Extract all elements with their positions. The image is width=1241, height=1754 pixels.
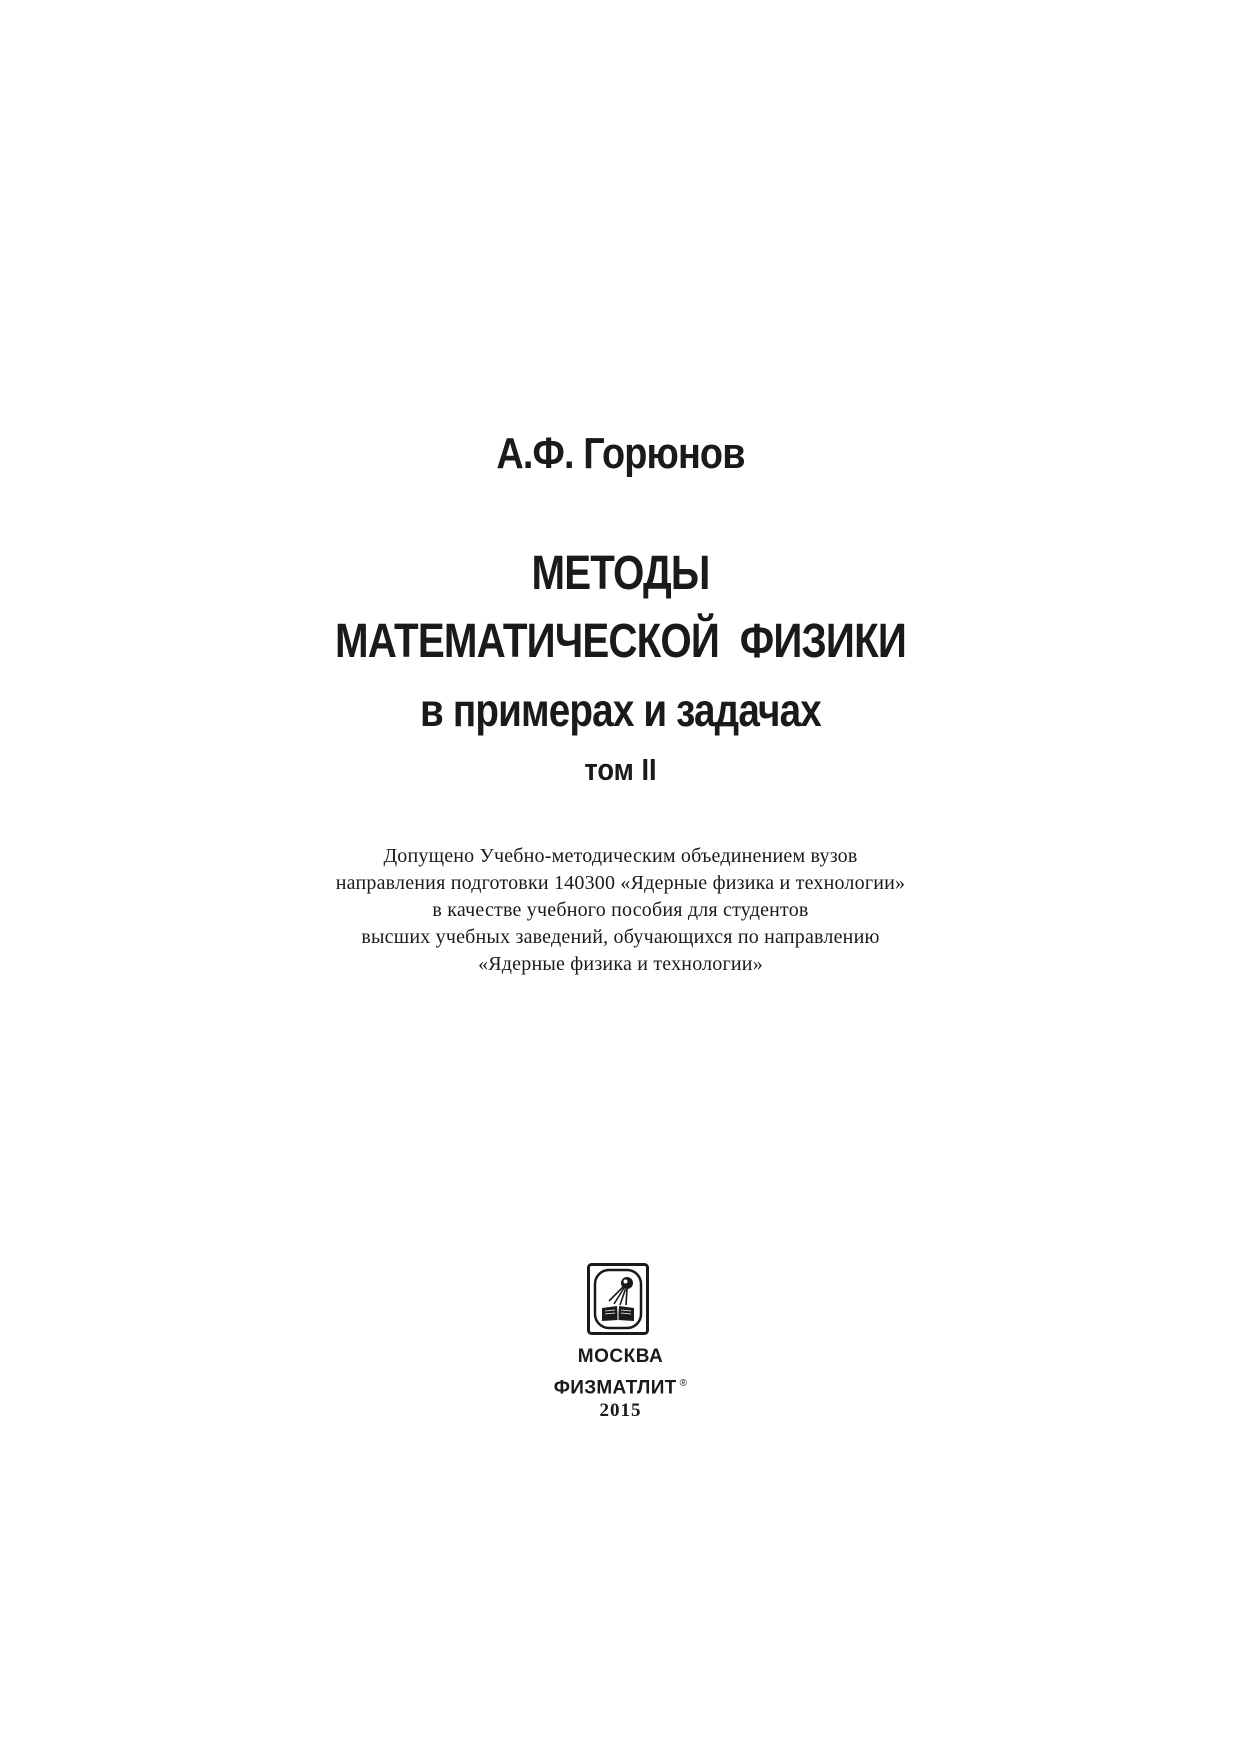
publication-year: 2015 (599, 1400, 642, 1421)
approval-line-5: «Ядерные физика и технологии» (478, 953, 763, 975)
book-title (99, 540, 1141, 744)
title-line-2: МАТЕМАТИЧЕСКОЙ ФИЗИКИ (335, 615, 906, 668)
publisher-name (0, 1371, 1241, 1401)
approval-line-2: направления подготовки 140300 «Ядерные физика и технологии» (335, 872, 906, 894)
publisher-name-text: ФИЗМАТЛИТ (553, 1377, 677, 1399)
approval-statement (0, 843, 1241, 978)
approval-line-4: высших учебных заведений, обучающихся по направлению (361, 926, 880, 948)
title-line-3: в примерах и задачах (420, 684, 821, 736)
registered-trademark-mark: ® (679, 1378, 688, 1389)
volume-label: том II (584, 752, 657, 787)
publisher-city: МОСКВА (577, 1346, 664, 1367)
author-name: А.Ф. Горюнов (496, 429, 745, 478)
publisher-logo-icon (587, 1263, 649, 1335)
approval-line-1: Допущено Учебно-методическим объединением вузов (383, 845, 858, 867)
approval-line-3: в качестве учебного пособия для студентов (432, 899, 809, 921)
title-line-1: МЕТОДЫ (531, 547, 710, 600)
